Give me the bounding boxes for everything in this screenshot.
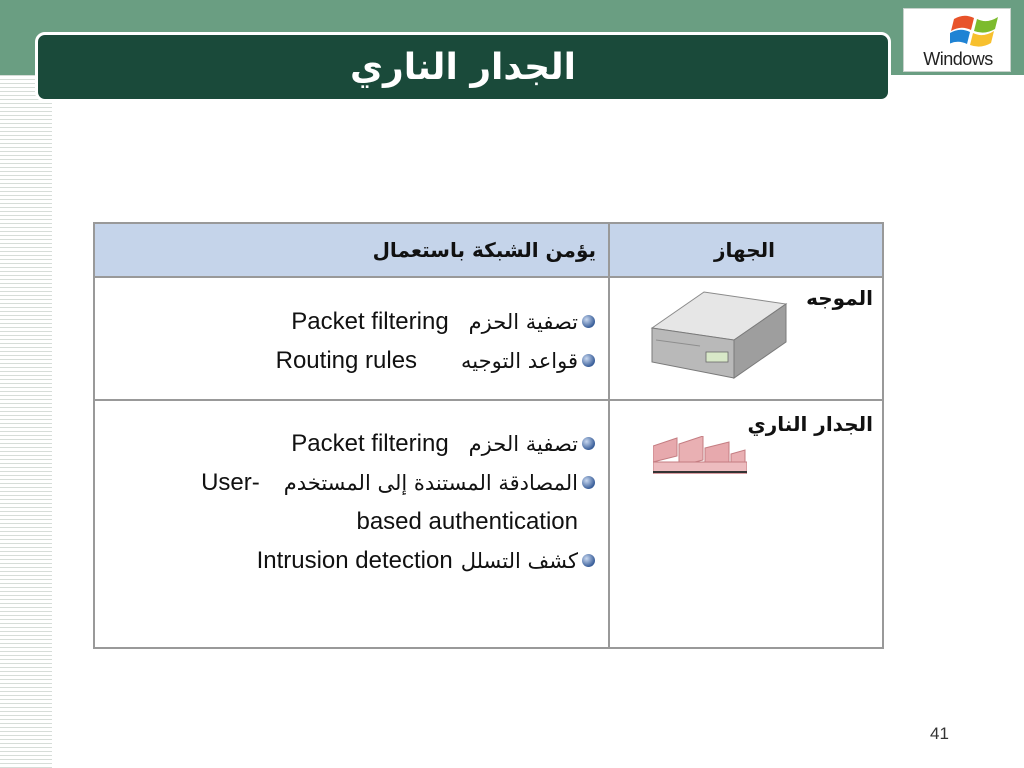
title-bar bbox=[35, 32, 891, 102]
header-device-label: الجهاز bbox=[714, 238, 776, 262]
comparison-table bbox=[93, 222, 884, 649]
slide-title: الجدار الناري bbox=[350, 46, 576, 88]
windows-flag-icon bbox=[950, 11, 1006, 51]
bullet-icon bbox=[582, 476, 595, 489]
list-item-continuation: based authentication bbox=[356, 508, 578, 535]
device-firewall-label: الجدار الناري bbox=[747, 412, 873, 436]
list-item: تصفية الحزم Packet filtering bbox=[95, 302, 595, 341]
device-router-label: الموجه bbox=[806, 286, 873, 310]
router-features bbox=[95, 302, 595, 380]
bullet-icon bbox=[582, 354, 595, 367]
bullet-icon bbox=[582, 554, 595, 567]
windows-logo bbox=[903, 8, 1011, 72]
bullet-icon bbox=[582, 315, 595, 328]
column-divider bbox=[608, 224, 610, 647]
router-icon bbox=[648, 288, 788, 380]
windows-logo-text: Windows bbox=[923, 49, 993, 69]
list-item: قواعد التوجيه Routing rules bbox=[95, 341, 595, 380]
left-stripes bbox=[0, 75, 52, 768]
page-number: 41 bbox=[930, 724, 949, 743]
list-item: المصادقة المستندة إلى المستخدم User- bbox=[95, 463, 595, 502]
bullet-icon bbox=[582, 437, 595, 450]
header-device bbox=[607, 224, 882, 278]
header-secures-label: يؤمن الشبكة باستعمال bbox=[372, 238, 596, 262]
row-divider bbox=[95, 399, 882, 401]
list-item: كشف التسلل Intrusion detection bbox=[95, 541, 595, 580]
header-secures bbox=[95, 224, 608, 278]
firewall-features bbox=[95, 424, 595, 580]
list-item: تصفية الحزم Packet filtering bbox=[95, 424, 595, 463]
firewall-icon bbox=[653, 436, 747, 474]
